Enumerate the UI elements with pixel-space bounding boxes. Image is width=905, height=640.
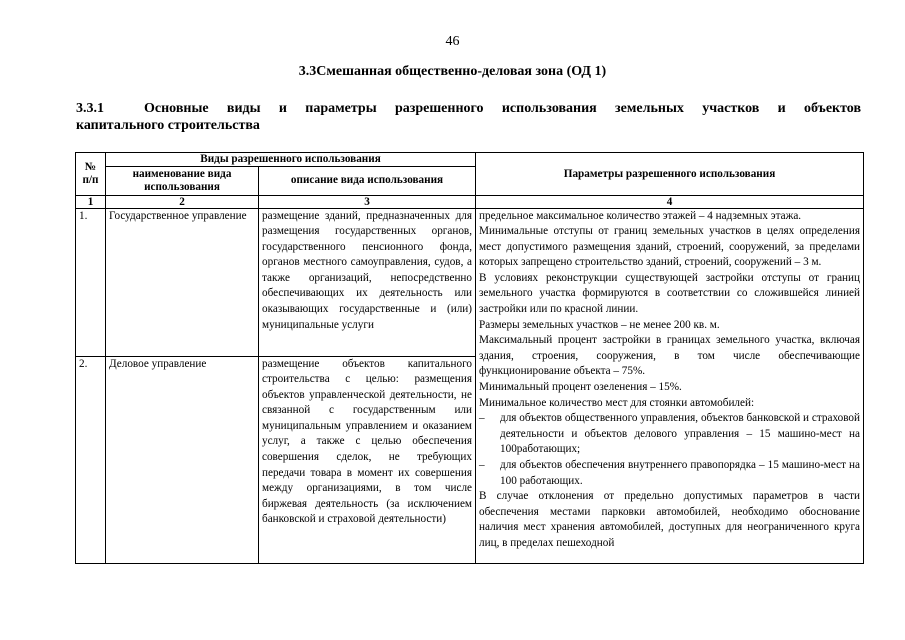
page-number: 46 (445, 34, 460, 49)
param-max-coverage: Максимальный процент застройки в границах земельного участка, включая здания, строения, сооружения, в том числе обеспечивающие функционирование объекта – 75%. (479, 334, 861, 378)
land-use-table (75, 152, 864, 564)
section-title: 3.3Смешанная общественно-деловая зона (ОД 1) (298, 64, 607, 79)
parking-bullet-text: для объектов обеспечения внутреннего правопорядка – 15 машино-мест на 100 работающих. (500, 459, 861, 487)
subsection-title-line1 (76, 100, 861, 117)
param-parking-deviation: В случае отклонения от предельно допустимых параметров в части обеспечения местами парковки автомобилей, необходимо обоснование наличия мест хранения автомобилей, доступных для неограниченного круга лиц, в пределах пешеходной (479, 490, 861, 549)
row-number: 1. (76, 208, 106, 356)
column-number-row (76, 195, 864, 208)
row-params (476, 208, 864, 563)
row-description: размещение зданий, предназначенных для размещения государственных органов, государственного пенсионного фонда, органов местного самоуправления, судов, а также организаций, непосредственно обеспечивающих их деятельность или оказывающих государственные и (или) муниципальные услуги (259, 208, 476, 356)
row-name: Деловое управление (106, 356, 259, 563)
table-row (76, 208, 864, 356)
row-name: Государственное управление (106, 208, 259, 356)
header-group: Виды разрешенного использования (106, 153, 476, 167)
parking-bullet (479, 458, 860, 489)
param-min-greenery: Минимальный процент озеленения – 15%. (479, 381, 682, 394)
header-row-1 (76, 153, 864, 167)
column-number: 4 (476, 195, 864, 208)
subsection-number: 3.3.1 (76, 101, 104, 116)
header-params: Параметры разрешенного использования (476, 153, 864, 196)
column-number: 2 (106, 195, 259, 208)
param-plot-size: Размеры земельных участков – не менее 200 кв. м. (479, 318, 720, 331)
bullet-marker: – (479, 459, 485, 471)
header-name: наименование вида использования (106, 166, 259, 195)
header-num: № п/п (76, 153, 106, 196)
param-reconstruction: В условиях реконструкции существующей застройки отступы от границ земельного участка формируются в соответствии со сложившейся линией застройки или по красной линии. (479, 271, 861, 316)
param-min-setbacks: Минимальные отступы от границ земельных участков в целях определения мест допустимого размещения зданий, строений, сооружений, за пределами которых запрещено строительство зданий, строений, сооружений – 3 м. (479, 225, 861, 269)
bullet-marker: – (479, 412, 485, 425)
param-min-parking: Минимальное количество мест для стоянки автомобилей: (479, 396, 755, 409)
column-number: 3 (259, 195, 476, 208)
subsection-title-line2: капитального строительства (76, 118, 260, 133)
param-max-floors: предельное максимальное количество этажей – 4 надземных этажа. (479, 209, 802, 222)
parking-bullet (479, 411, 860, 458)
column-number: 1 (76, 195, 106, 208)
parking-bullet-text: для объектов общественного управления, объектов банковской и страховой деятельности и объектов делового управления – 15 машино-мест на 100работающих; (500, 412, 861, 456)
row-number: 2. (76, 356, 106, 563)
subsection-heading (76, 100, 861, 134)
row-description: размещение объектов капитального строительства с целью: размещения объектов управленческой деятельности, не связанной с государственным или муниципальным управлением и оказанием услуг, а также с целью обеспечения совершения сделок, не требующих передачи товара в момент их совершения между организациями, в том числе биржевая деятельность (за исключением банковской и страховой деятельности) (259, 356, 476, 563)
subsection-title-text: Основные виды и параметры разрешенного использования земельных участков и объектов (144, 101, 861, 116)
header-description: описание вида использования (259, 166, 476, 195)
